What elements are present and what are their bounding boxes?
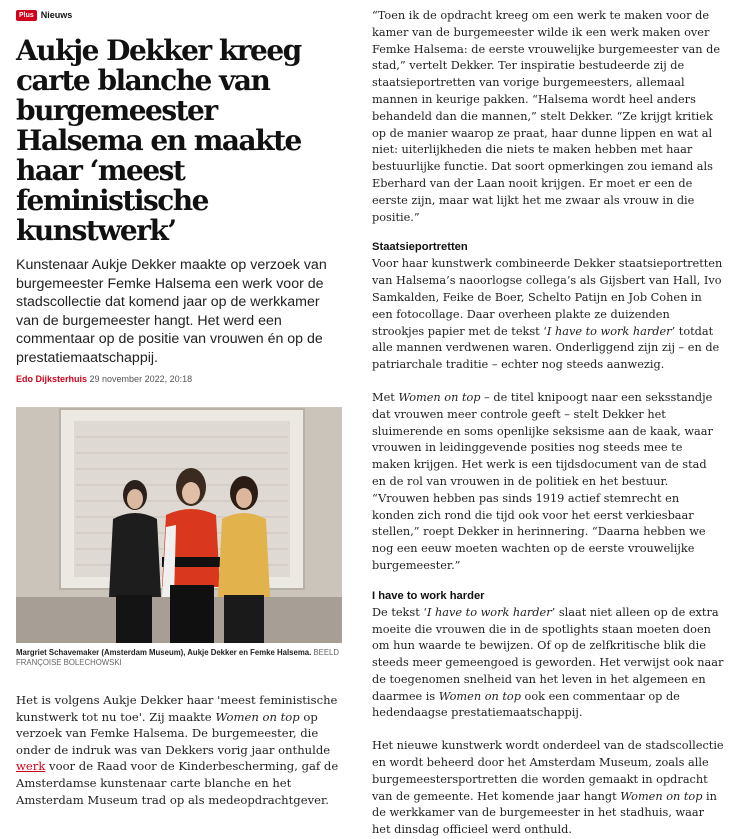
plus-badge: Plus <box>16 10 37 21</box>
publish-date: 29 november 2022, 20:18 <box>89 374 193 384</box>
text-run: Het is volgens Aukje Dekker haar 'meest feministische kunstwerk tot nu toe'. Zij maakte <box>16 693 338 724</box>
inline-link-werk[interactable]: werk <box>16 759 46 774</box>
body-paragraph <box>372 605 724 723</box>
text-run: Women on top <box>438 689 521 703</box>
byline <box>16 374 346 384</box>
text-run: Women on top <box>215 709 300 724</box>
photo-caption <box>16 648 346 668</box>
body-paragraph <box>372 390 724 575</box>
text-run: Met <box>372 390 399 404</box>
kicker <box>16 8 346 22</box>
text-run: ook een commentaar op de hedendaagse prestatiemaatschappij. <box>372 689 680 720</box>
text-run: De tekst ‘ <box>372 605 427 619</box>
text-run: Women on top <box>620 789 703 803</box>
author-link[interactable]: Edo Dijksterhuis <box>16 374 88 384</box>
text-run: in de werkkamer van de burgemeester in het stadhuis, waar het dinsdag officieel werd onthuld. <box>372 789 717 837</box>
text-run: – de titel knipoogt naar een seksstandje dat vrouwen meer controle geeft – stelt Dekker het sluimerende en soms openlijke seksisme aan de kaak, waar vrouwen in leidinggevende posities nog steeds mee te maken krijgen. Het werk is een tijdsdocument van de stad en de rol van vrouwen in de politiek en het bestuur. “Vrouwen hebben pas sinds 1919 actief stemrecht en konden zich rond die tijd ook voor het eerst verkiesbaar stellen,” roept Dekker in herinnering. “Daarna hebben we nog een eeuw moeten wachten op de eerste vrouwelijke burgemeester.” <box>372 390 713 572</box>
text-run: I have to work harder <box>426 605 552 619</box>
subheading: Staatsieportretten <box>372 241 468 254</box>
text-run: Voor haar kunstwerk combineerde Dekker staatsieportretten van Halsema’s naoorlogse collega’s als Gijsbert van Hall, Ivo Samkalden, Feike de Boer, Schelto Patijn en Job Cohen in een fotocollage. Daar overheen plakte ze duizenden strookjes papier met de tekst ‘ <box>372 257 723 338</box>
subheading: I have to work harder <box>372 589 485 602</box>
body-paragraph <box>16 692 346 808</box>
body-paragraph <box>372 256 724 374</box>
article-headline: Aukje Dekker kreeg carte blanche van burgemeester Halsema en maakte haar ‘meest feministische kunstwerk’ <box>16 34 301 247</box>
text-run: ’ slaat niet alleen op de extra moeite die vrouwen die in de spotlights staan moeten doen om hun waarde te bewijzen. Of op de zelfkritische blik die steeds meer gemeengoed is geworden. Het verwijst ook naar de toegenomen snelheid van het leven in het algemeen en daarmee is <box>372 605 724 703</box>
section-label[interactable]: Nieuws <box>40 10 73 20</box>
body-paragraph <box>372 738 724 839</box>
photo-illustration <box>16 407 342 643</box>
body-paragraph: “Toen ik de opdracht kreeg om een werk te maken voor de kamer van de burgemeester wilde ik een werk maken over Femke Halsema: de eerste vrouwelijke burgemeester van de stad,” vertelt Dekker. Ter inspiratie bestudeerde zij de staatsieportretten van vorige burgemeesters, allemaal mannen in keurige pakken. “Halsema wordt heel anders behandeld dan die mannen,” stelt Dekker. “Ze krijgt kritiek op de manier waarop ze praat, haar dunne lippen en wat al niet: uiterlijkheden die niets te maken hebben met haar bestuurlijke functie. Dat soort opmerkingen zou iemand als Eberhard van der Laan nooit krijgen. Er moet er een de eerste zijn, maar wat lijkt het me zwaar als vrouw in die positie.” <box>372 9 721 224</box>
caption-text: Margriet Schavemaker (Amsterdam Museum), Aukje Dekker en Femke Halsema. <box>16 648 312 657</box>
text-run: Het nieuwe kunstwerk wordt onderdeel van de stadscollectie en wordt beheerd door het Amsterdam Museum, zoals alle burgemeestersportretten die worden gemaakt in opdracht van de gemeente. Het komende jaar hangt <box>372 739 724 803</box>
text-run: voor de Raad voor de Kinderbescherming, gaf de Amsterdamse kunstenaar carte blanche en het Amsterdam Museum trad op als medeopdrachtgever. <box>16 759 339 807</box>
left-column <box>16 8 346 820</box>
right-column <box>372 8 724 839</box>
article-photo <box>16 407 342 643</box>
article-lede: Kunstenaar Aukje Dekker maakte op verzoek van burgemeester Femke Halsema een werk voor de stadscollectie dat komend jaar op de werkkamer van de burgemeester hangt. Het werd een commentaar op de positie van vrouwen én op de prestatiemaatschappij. <box>16 257 327 366</box>
text-run: I have to work harder <box>546 324 672 338</box>
text-run: Women on top <box>398 390 481 404</box>
photo-credit: BEELD FRANÇOISE BOLECHOWSKI <box>16 648 340 667</box>
text-run: ’ totdat alle mannen verdwenen waren. Onderliggend zijn zij – en de patriarchale traditie – echter nog steeds aanwezig. <box>372 324 720 372</box>
text-run: op verzoek van Femke Halsema. De burgemeester, die onder de indruk was van Dekkers vorig jaar onthulde <box>16 709 331 757</box>
